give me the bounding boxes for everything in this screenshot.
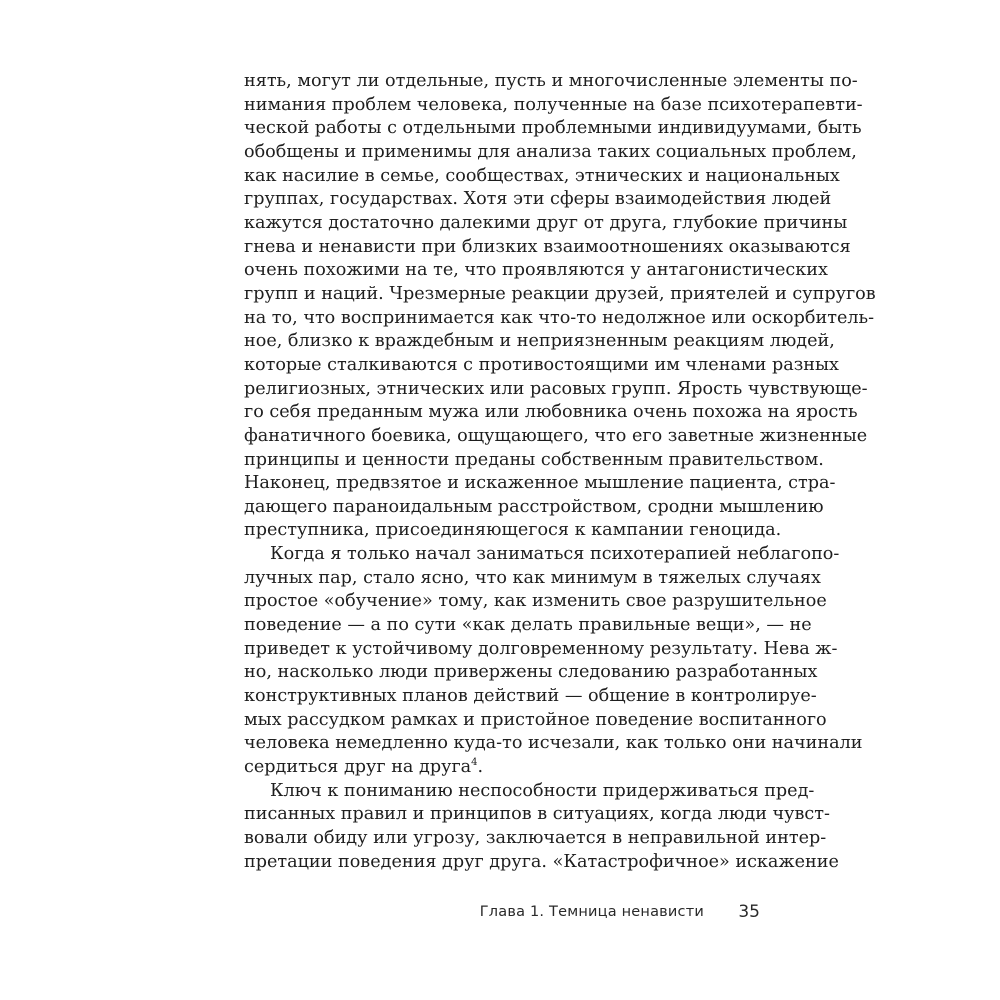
text-line	[244, 449, 824, 473]
text-line	[244, 756, 758, 780]
line-text: ное, близко к враждебным и неприязненным реакциям людей,	[244, 331, 835, 352]
paragraph	[244, 70, 876, 543]
text-line	[244, 307, 875, 331]
paragraph	[244, 543, 863, 780]
body-text	[244, 70, 876, 874]
line-text: группах, государствах. Хотя эти сферы взаимодействия людей	[244, 189, 832, 210]
text-line	[244, 117, 862, 141]
text-line	[244, 638, 838, 662]
line-text: но, насколько люди привержены следованию разработанных	[244, 662, 818, 683]
line-text: очень похожими на те, что проявляются у антагонистических	[244, 260, 828, 281]
text-line	[244, 94, 863, 118]
paragraph	[244, 780, 839, 875]
line-text: простое «обучение» тому, как изменить свое разрушительное	[244, 591, 827, 612]
line-text: конструктивных планов действий — общение в контролируе-	[244, 686, 817, 707]
text-line	[244, 70, 858, 94]
line-text: фанатичного боевика, ощущающего, что его заветные жизненные	[244, 425, 868, 446]
line-text: принципы и ценности преданы собственным правительством.	[244, 449, 824, 470]
line-text: человека немедленно куда-то исчезали, как только они начинали	[244, 733, 863, 754]
text-line	[244, 165, 840, 189]
text-line	[244, 212, 848, 236]
line-text: как насилие в семье, сообществах, этнических и национальных	[244, 165, 840, 186]
line-text: которые сталкиваются с противостоящими им членами разных	[244, 354, 839, 375]
text-line	[244, 496, 824, 520]
text-line	[244, 827, 827, 851]
text-line	[244, 567, 821, 591]
line-text: дающего параноидальным расстройством, сродни мышлению	[244, 496, 824, 517]
line-text: обобщены и применимы для анализа таких социальных проблем,	[244, 141, 857, 162]
line-text: Ключ к пониманию неспособности придерживаться пред-	[270, 780, 815, 801]
page-footer	[470, 902, 760, 926]
footnote-ref: 4	[471, 757, 478, 769]
line-text: мых рассудком рамках и пристойное поведение воспитанного	[244, 709, 827, 730]
line-text: нимания проблем человека, полученные на базе психотерапевти-	[244, 94, 863, 115]
line-text: ческой работы с отдельными проблемными индивидуумами, быть	[244, 118, 862, 139]
text-line	[244, 661, 818, 685]
line-text: кажутся достаточно далекими друг от друга, глубокие причины	[244, 212, 848, 233]
line-text: нять, могут ли отдельные, пусть и многочисленные элементы по-	[244, 71, 858, 91]
running-head: Глава 1. Темница ненависти	[479, 904, 704, 920]
line-text: лучных пар, стало ясно, что как минимум в тяжелых случаях	[244, 567, 821, 588]
text-line	[244, 283, 876, 307]
page-number: 35	[738, 902, 760, 922]
line-text: Наконец, предвзятое и искаженное мышление пациента, стра-	[244, 473, 836, 494]
text-line	[244, 378, 868, 402]
text-line	[244, 614, 812, 638]
line-text: приведет к устойчивому долговременному результату. Нева ж-	[244, 638, 838, 659]
text-line	[244, 685, 817, 709]
text-line	[244, 709, 827, 733]
text-line	[244, 472, 836, 496]
text-line	[244, 425, 868, 449]
line-text: на то, что воспринимается как что-то недолжное или оскорбитель-	[244, 307, 875, 328]
text-line	[244, 259, 828, 283]
line-text: писанных правил и принципов в ситуациях, когда люди чувст-	[244, 804, 830, 825]
text-line	[244, 780, 815, 804]
text-line	[244, 803, 830, 827]
text-line	[244, 519, 782, 543]
line-text: сердиться друг на друга	[244, 757, 472, 778]
text-line	[244, 851, 839, 875]
text-line	[244, 188, 832, 212]
text-line	[244, 236, 851, 260]
text-line	[244, 330, 835, 354]
line-text: преступника, присоединяющегося к кампании геноцида.	[244, 520, 782, 541]
text-line	[244, 401, 858, 425]
footnote-punct: .	[477, 757, 484, 778]
text-line	[244, 590, 827, 614]
text-line	[244, 354, 839, 378]
text-line	[244, 141, 857, 165]
line-text: претации поведения друг друга. «Катастрофичное» искажение	[244, 851, 839, 872]
line-text: вовали обиду или угрозу, заключается в неправильной интер-	[244, 828, 827, 848]
line-text: го себя преданным мужа или любовника очень похожа на ярость	[244, 402, 858, 423]
line-text: гнева и ненависти при близких взаимоотношениях оказываются	[244, 236, 851, 257]
text-line	[244, 732, 863, 756]
line-text: религиозных, этнических или расовых групп. Ярость чувствующе-	[244, 378, 868, 399]
line-text: Когда я только начал заниматься психотерапией неблагопо-	[270, 544, 840, 565]
line-text: поведение — а по сути «как делать правильные вещи», — не	[244, 615, 812, 636]
line-text: групп и наций. Чрезмерные реакции друзей, приятелей и супругов	[244, 283, 876, 304]
text-line	[244, 543, 840, 567]
